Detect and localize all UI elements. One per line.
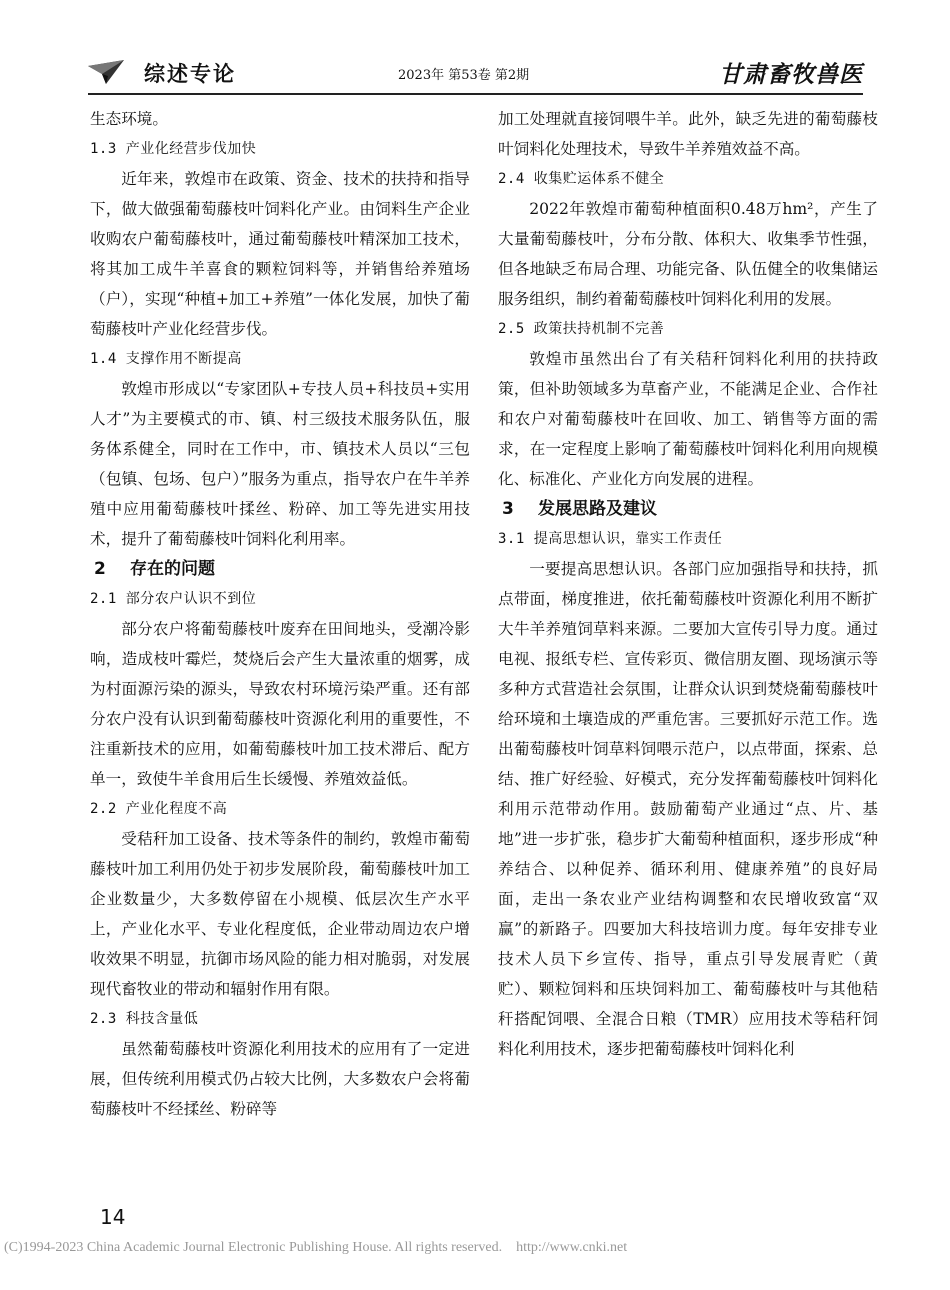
body-paragraph: 受秸秆加工设备、技术等条件的制约，敦煌市葡萄藤枝叶加工利用仍处于初步发展阶段，葡萄藤枝叶加工企业数量少，大多数停留在小规模、低层次生产水平上，产业化水平、专业化程度低，企业带动周边农户增收效果不明显，抗御市场风险的能力相对脆弱，对发展现代畜牧业的带动和辐射作用有限。 bbox=[90, 830, 470, 998]
copyright-text: (C)1994-2023 China Academic Journal Electronic Publishing House. All rights reserved. bbox=[4, 1240, 503, 1255]
section-number: 2 bbox=[94, 559, 106, 579]
body-paragraph: 敦煌市形成以“专家团队+专技人员+科技员+实用人才”为主要模式的市、镇、村三级技术服务队伍，服务体系健全，同时在工作中，市、镇技术人员以“三包（包镇、包场、包户）”服务为重点，指导农户在牛羊养殖中应用葡萄藤枝叶揉丝、粉碎、加工等先进实用技术，提升了葡萄藤枝叶饲料化利用率。 bbox=[90, 380, 470, 548]
subsection-heading: 1.4 支撑作用不断提高 bbox=[90, 351, 242, 367]
copyright-url: http://www.cnki.net bbox=[516, 1240, 628, 1255]
continued-paragraph: 加工处理就直接饲喂牛羊。此外，缺乏先进的葡萄藤枝叶饲料化处理技术，导致牛羊养殖效益不高。 bbox=[498, 110, 878, 158]
section-title: 综述专论 bbox=[144, 62, 236, 86]
page-number: 14 bbox=[100, 1205, 126, 1229]
body-paragraph: 2022年敦煌市葡萄种植面积0.48万hm²，产生了大量葡萄藤枝叶，分布分散、体积大、收集季节性强，但各地缺乏布局合理、功能完备、队伍健全的收集储运服务组织，制约着葡萄藤枝叶饲料化利用的发展。 bbox=[498, 200, 878, 308]
paper-plane-icon bbox=[88, 60, 124, 86]
body-paragraph: 部分农户将葡萄藤枝叶废弃在田间地头，受潮冷影响，造成枝叶霉烂，焚烧后会产生大量浓重的烟雾，成为村面源污染的源头，导致农村环境污染严重。还有部分农户没有认识到葡萄藤枝叶资源化利用的重要性，不注重新技术的应用，如葡萄藤枝叶加工技术滞后、配方单一，致使牛羊食用后生长缓慢、养殖效益低。 bbox=[90, 620, 470, 788]
section-number: 3 bbox=[502, 499, 514, 519]
subsection-heading: 3.1 提高思想认识，靠实工作责任 bbox=[498, 531, 723, 547]
right-column bbox=[498, 104, 878, 1064]
subsection-heading: 2.2 产业化程度不高 bbox=[90, 801, 228, 817]
section-heading bbox=[498, 494, 878, 524]
subsection-heading: 2.1 部分农户认识不到位 bbox=[90, 591, 257, 607]
body-paragraph: 敦煌市虽然出台了有关秸秆饲料化利用的扶持政策，但补助领域多为草畜产业，不能满足企业、合作社和农户对葡萄藤枝叶在回收、加工、销售等方面的需求，在一定程度上影响了葡萄藤枝叶饲料化利用向规模化、标准化、产业化方向发展的进程。 bbox=[498, 350, 878, 488]
subsection-heading: 1.3 产业化经营步伐加快 bbox=[90, 141, 257, 157]
journal-title: 甘肃畜牧兽医 bbox=[719, 61, 863, 88]
body-paragraph: 一要提高思想认识。各部门应加强指导和扶持，抓点带面，梯度推进，依托葡萄藤枝叶资源化利用不断扩大牛羊养殖饲草料来源。二要加大宣传引导力度。通过电视、报纸专栏、宣传彩页、微信朋友圈、现场演示等多种方式营造社会氛围，让群众认识到焚烧葡萄藤枝叶给环境和土壤造成的严重危害。三要抓好示范工作。选出葡萄藤枝叶饲草料饲喂示范户，以点带面，探索、总结、推广好经验、好模式，充分发挥葡萄藤枝叶饲料化利用示范带动作用。鼓励葡萄产业通过“点、片、基地”进一步扩张，稳步扩大葡萄种植面积，逐步形成“种养结合、以种促养、循环利用、健康养殖”的良好局面，走出一条农业产业结构调整和农民增收致富“双赢”的新路子。四要加大科技培训力度。每年安排专业技术人员下乡宣传、指导，重点引导发展青贮（黄贮）、颗粒饲料和压块饲料加工、葡萄藤枝叶与其他秸秆搭配饲喂、全混合日粮（TMR）应用技术等秸秆饲料化利用技术，逐步把葡萄藤枝叶饲料化利 bbox=[498, 560, 878, 1058]
subsection-heading: 2.5 政策扶持机制不完善 bbox=[498, 321, 665, 337]
section-heading-text: 存在的问题 bbox=[130, 559, 215, 579]
left-column bbox=[90, 104, 470, 1124]
issue-info: 2023年 第53卷 第2期 bbox=[398, 68, 530, 83]
continued-paragraph: 生态环境。 bbox=[90, 110, 168, 128]
page-header bbox=[88, 58, 863, 92]
section-heading bbox=[90, 554, 470, 584]
subsection-heading: 2.4 收集贮运体系不健全 bbox=[498, 171, 665, 187]
copyright-footer bbox=[4, 1240, 627, 1256]
header-rule bbox=[88, 93, 863, 95]
section-heading-text: 发展思路及建议 bbox=[538, 499, 657, 519]
subsection-heading: 2.3 科技含量低 bbox=[90, 1011, 199, 1027]
body-paragraph: 虽然葡萄藤枝叶资源化利用技术的应用有了一定进展，但传统利用模式仍占较大比例，大多数农户会将葡萄藤枝叶不经揉丝、粉碎等 bbox=[90, 1040, 470, 1118]
body-paragraph: 近年来，敦煌市在政策、资金、技术的扶持和指导下，做大做强葡萄藤枝叶饲料化产业。由饲料生产企业收购农户葡萄藤枝叶，通过葡萄藤枝叶精深加工技术，将其加工成牛羊喜食的颗粒饲料等，并销售给养殖场（户），实现“种植+加工+养殖”一体化发展，加快了葡萄藤枝叶产业化经营步伐。 bbox=[90, 170, 470, 338]
